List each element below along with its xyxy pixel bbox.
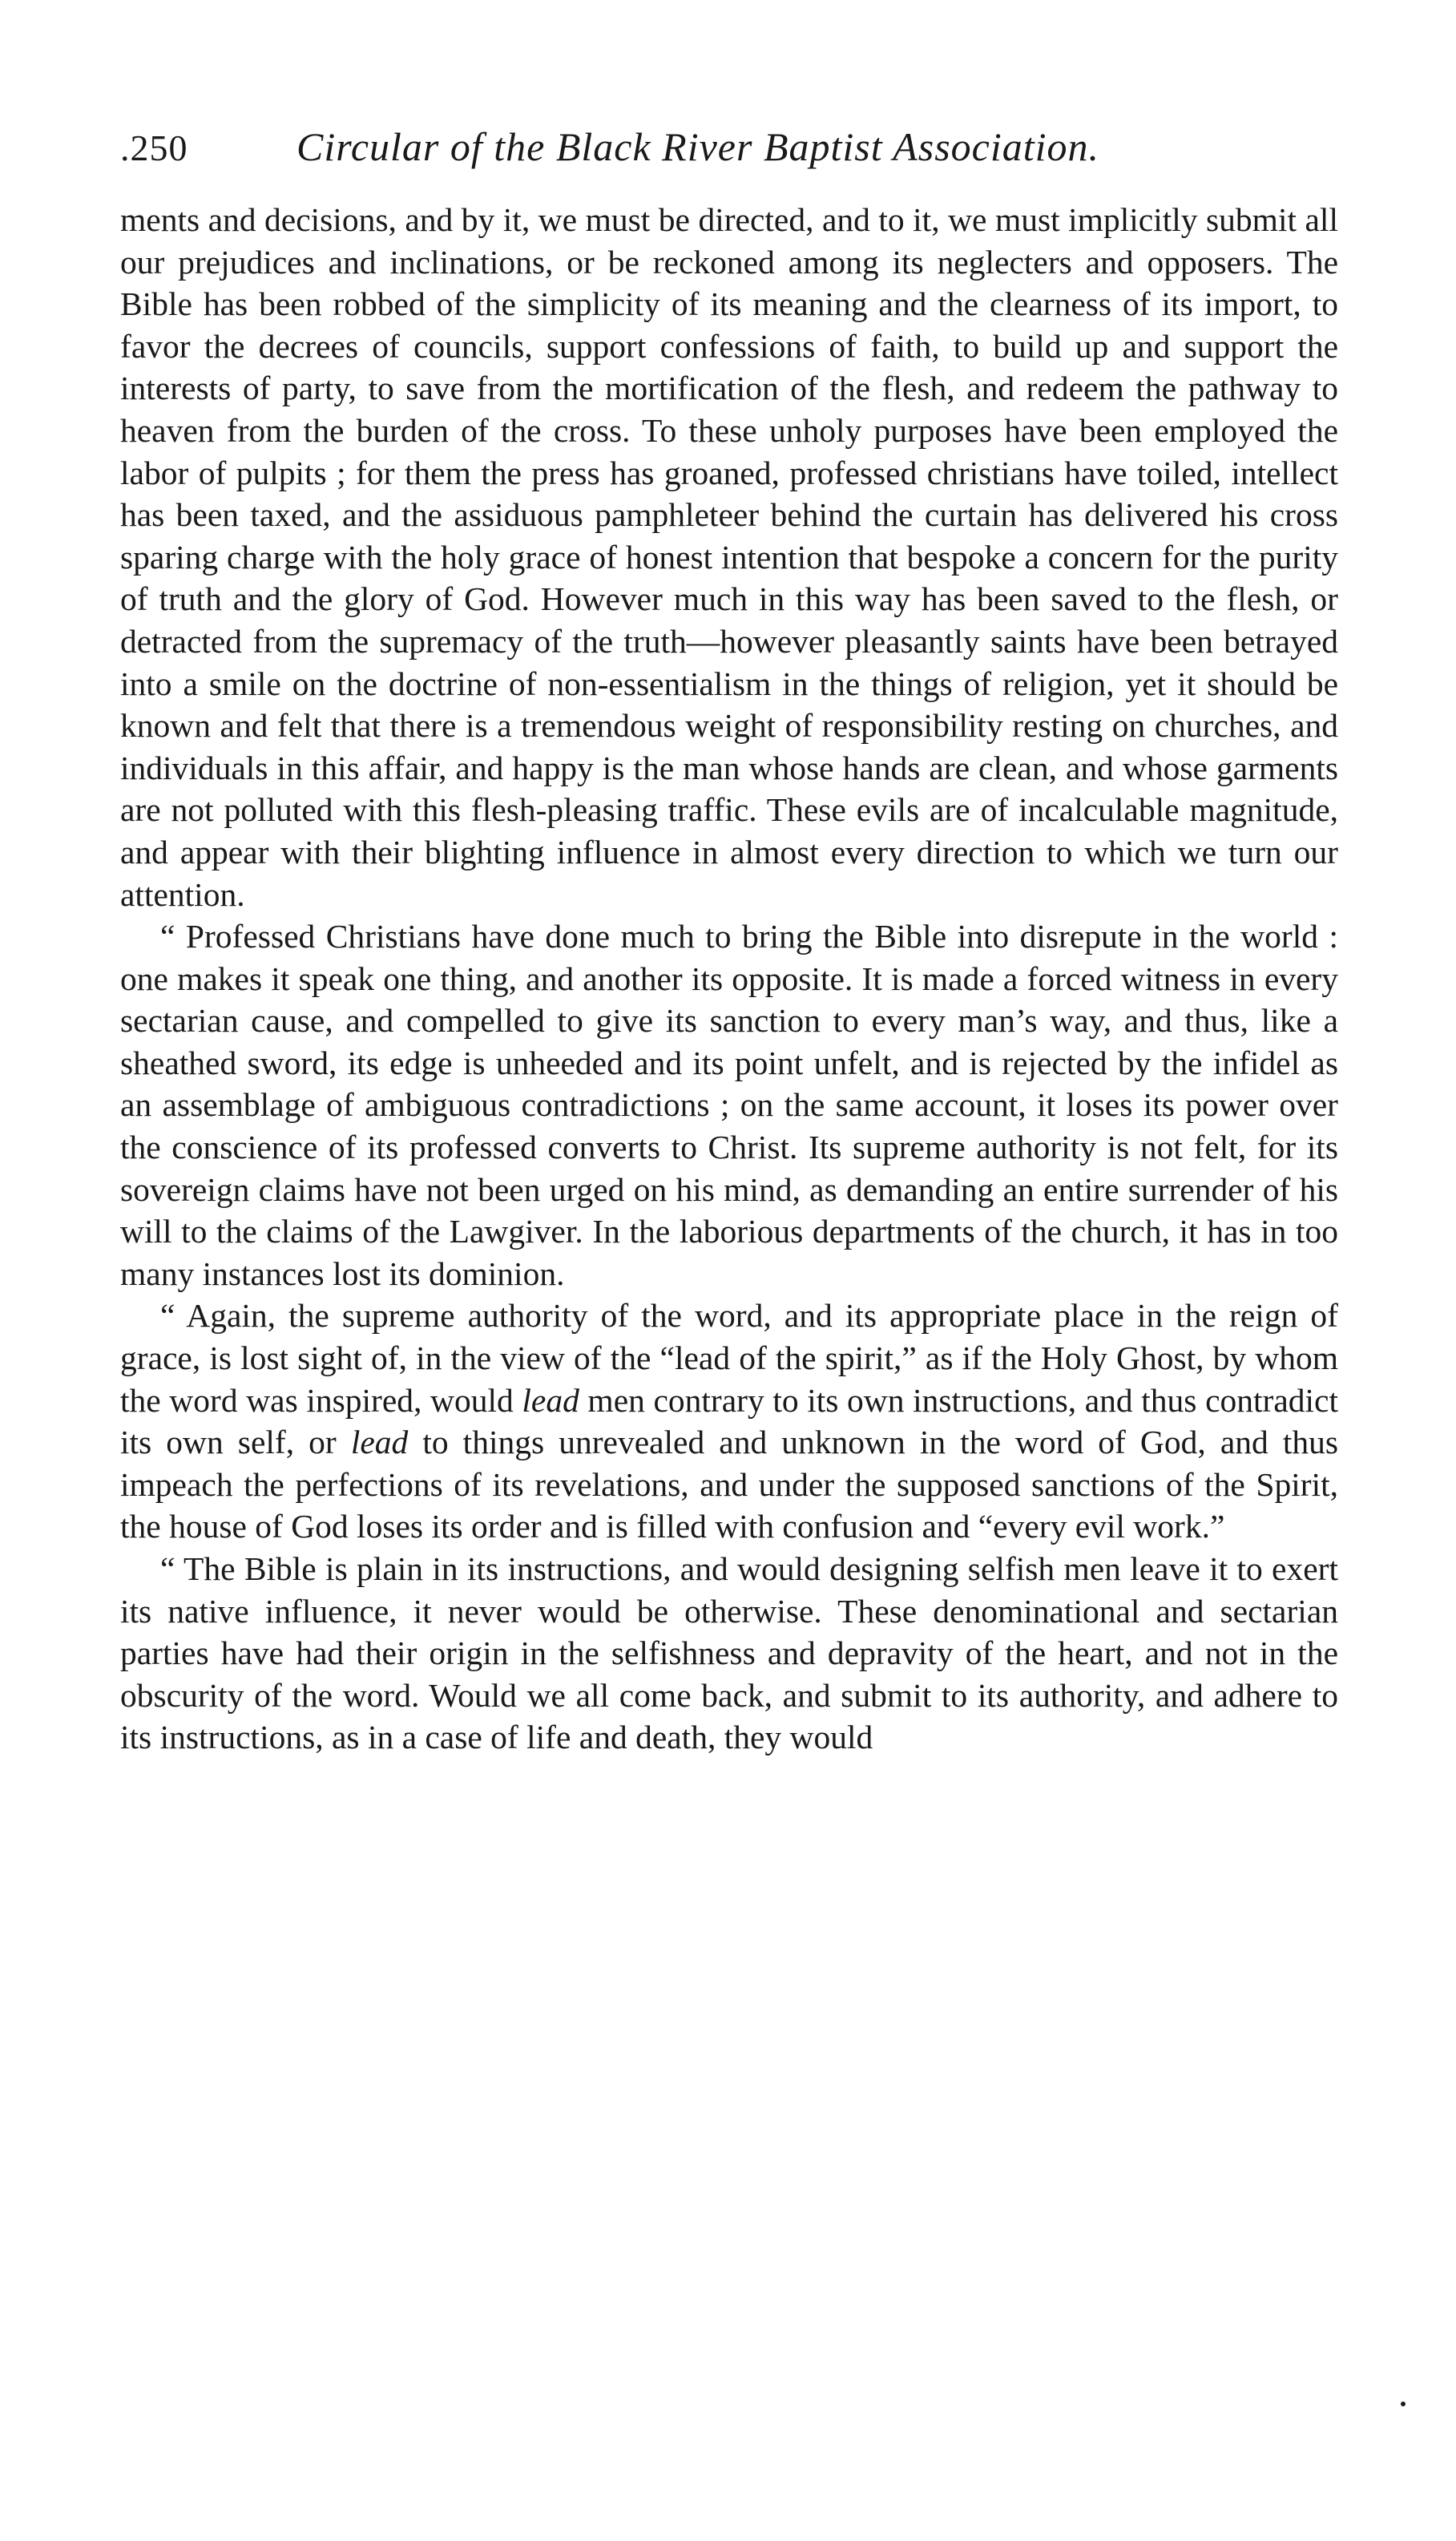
paragraph-text: “ The Bible is plain in its instructions, and would designing selfish men leave it to exert its native influence, it never would be otherwise. These denominational and sectarian parties have had their origin in the selfishness and depravity of the heart, and not in the obscurity of the word. Would we all come back, and submit to its authority, and adhere to its instructions, as in a case of life and death, they would [120, 1550, 1338, 1756]
ink-speck [1401, 2402, 1406, 2406]
paragraph [120, 199, 1338, 915]
paragraph-text: men contrary to its own instructions, and thus contradict its own self, or [120, 1381, 1338, 1461]
paragraph [120, 1548, 1338, 1759]
book-page [120, 112, 1338, 1759]
paragraph-text: to things unrevealed and unknown in the word of God, and thus impeach the perfections of its revelations, and under the supposed sanctions of the Spirit, the house of God loses its order and is filled with confusion and “every evil work.” [120, 1424, 1338, 1545]
paragraph [120, 915, 1338, 1295]
running-head [120, 112, 1338, 184]
body-text [120, 199, 1338, 1759]
running-title: Circular of the Black River Baptist Association. [296, 124, 1100, 169]
paragraph [120, 1295, 1338, 1548]
page-number: .250 [120, 127, 188, 168]
paragraph-text: “ Again, the supreme authority of the word, and its appropriate place in the reign of grace, is lost sight of, in the view of the “lead of the spirit,” as if the Holy Ghost, by whom the word was inspired, would [120, 1297, 1338, 1419]
italic-text: lead [350, 1424, 409, 1461]
paragraph-text: “ Professed Christians have done much to bring the Bible into disrepute in the world : one makes it speak one thing, and another its opposite. It is made a forced witness in every sectarian cause, and compelled to give its sanction to every man’s way, and thus, like a sheathed sword, its edge is unheeded and its point unfelt, and is rejected by the infidel as an assemblage of ambiguous contradictions ; on the same account, it loses its power over the conscience of its professed converts to Christ. Its supreme authority is not felt, for its sovereign claims have not been urged on his mind, as demanding an entire surrender of his will to the claims of the Lawgiver. In the laborious departments of the church, it has in too many instances lost its dominion. [120, 918, 1338, 1292]
paragraph-text: ments and decisions, and by it, we must be directed, and to it, we must implicitly submit all our prejudices and inclinations, or be reckoned among its neglecters and opposers. The Bible has been robbed of the simplicity of its meaning and the clearness of its import, to favor the decrees of councils, support confessions of faith, to build up and support the interests of party, to save from the mortification of the flesh, and redeem the pathway to heaven from the burden of the cross. To these unholy purposes have been employed the labor of pulpits ; for them the press has groaned, professed christians have toiled, intellect has been taxed, and the assiduous pamphleteer behind the curtain has delivered his cross sparing charge with the holy grace of honest intention that bespoke a concern for the purity of truth and the glory of God. However much in this way has been saved to the flesh, or detracted from the supremacy of the truth—however pleasantly saints have been betrayed into a smile on the doctrine of non-essentialism in the things of religion, yet it should be known and felt that there is a tremendous weight of responsibility resting on churches, and individuals in this affair, and happy is the man whose hands are clean, and whose garments are not polluted with this flesh-pleasing traffic. These evils are of incalculable magnitude, and appear with their blighting influence in almost every direction to which we turn our attention. [120, 201, 1338, 913]
italic-text: lead [522, 1381, 579, 1419]
